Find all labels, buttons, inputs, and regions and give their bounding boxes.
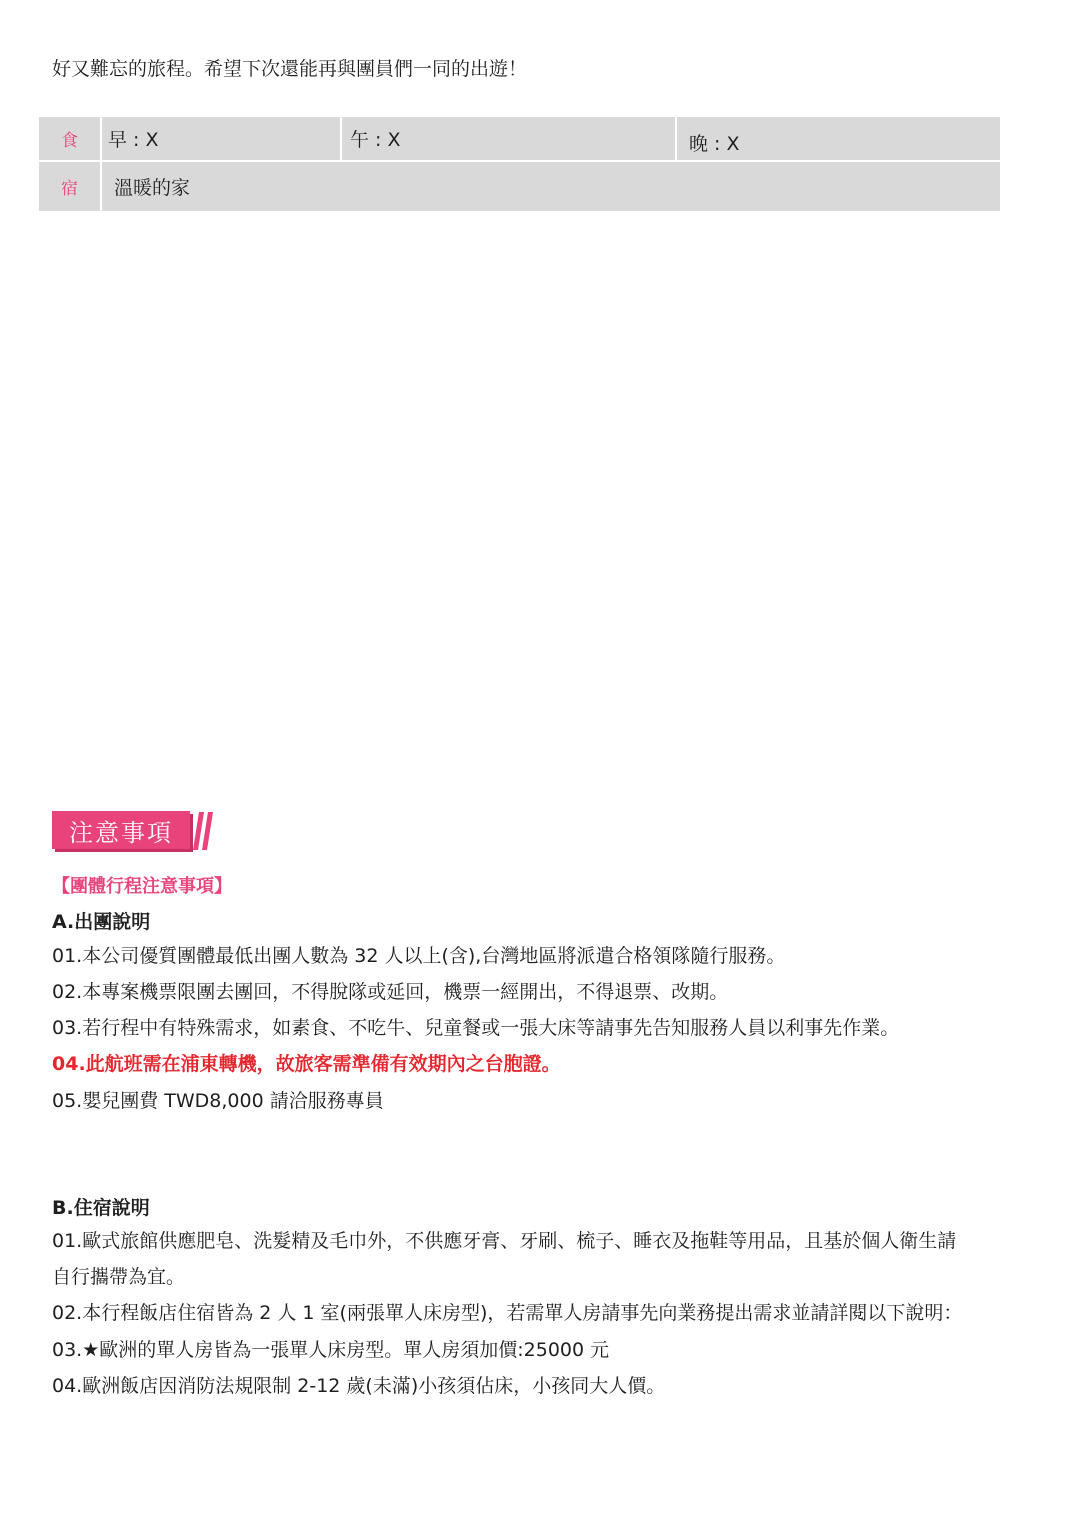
section-label: 【團體行程注意事項】: [52, 876, 232, 897]
notice-title-badge: 注意事項: [52, 811, 190, 849]
group-b-item: 04.歐洲飯店因消防法規限制 2-12 歲(未滿)小孩須佔床，小孩同大人價。: [52, 1375, 666, 1397]
meal-row: [39, 117, 1000, 162]
intro-text: 好又難忘的旅程。希望下次還能再與團員們一同的出遊！: [52, 58, 528, 80]
breakfast-cell: 早 : X: [102, 117, 342, 160]
meal-table: [39, 117, 1000, 211]
group-b-item: 03.★歐洲的單人房皆為一張單人床房型。單人房須加價:25000 元: [52, 1339, 610, 1361]
group-a-item: 01.本公司優質團體最低出團人數為 32 人以上(含),台灣地區將派遣合格領隊隨行服務。: [52, 945, 786, 967]
lunch-cell: 午 : X: [344, 117, 677, 160]
group-a-item: 05.嬰兒團費 TWD8,000 請洽服務專員: [52, 1090, 384, 1112]
group-b-item: 自行攜帶為宜。: [52, 1266, 186, 1288]
stay-label: 宿: [39, 162, 102, 211]
dinner-cell: 晚 : X: [689, 133, 740, 155]
food-label: 食: [39, 117, 102, 160]
group-a-item: 02.本專案機票限團去團回，不得脫隊或延回，機票一經開出，不得退票、改期。: [52, 981, 729, 1003]
group-a-heading: A.出團說明: [52, 911, 151, 933]
group-a-item-highlight: 04.此航班需在浦東轉機，故旅客需準備有效期內之台胞證。: [52, 1053, 561, 1075]
group-b-heading: B.住宿說明: [52, 1197, 150, 1219]
stay-value: 溫暖的家: [114, 177, 191, 199]
stay-row: [39, 162, 1000, 211]
group-a-item: 03.若行程中有特殊需求，如素食、不吃牛、兒童餐或一張大床等請事先告知服務人員以利事先作業。: [52, 1017, 900, 1039]
group-b-item: 02.本行程飯店住宿皆為 2 人 1 室(兩張單人床房型)，若需單人房請事先向業務提出需求並請詳閱以下說明：: [52, 1302, 963, 1324]
double-slash-icon: [193, 812, 213, 850]
group-b-item: 01.歐式旅館供應肥皂、洗髮精及毛巾外，不供應牙膏、牙刷、梳子、睡衣及拖鞋等用品，且基於個人衛生請: [52, 1230, 957, 1252]
